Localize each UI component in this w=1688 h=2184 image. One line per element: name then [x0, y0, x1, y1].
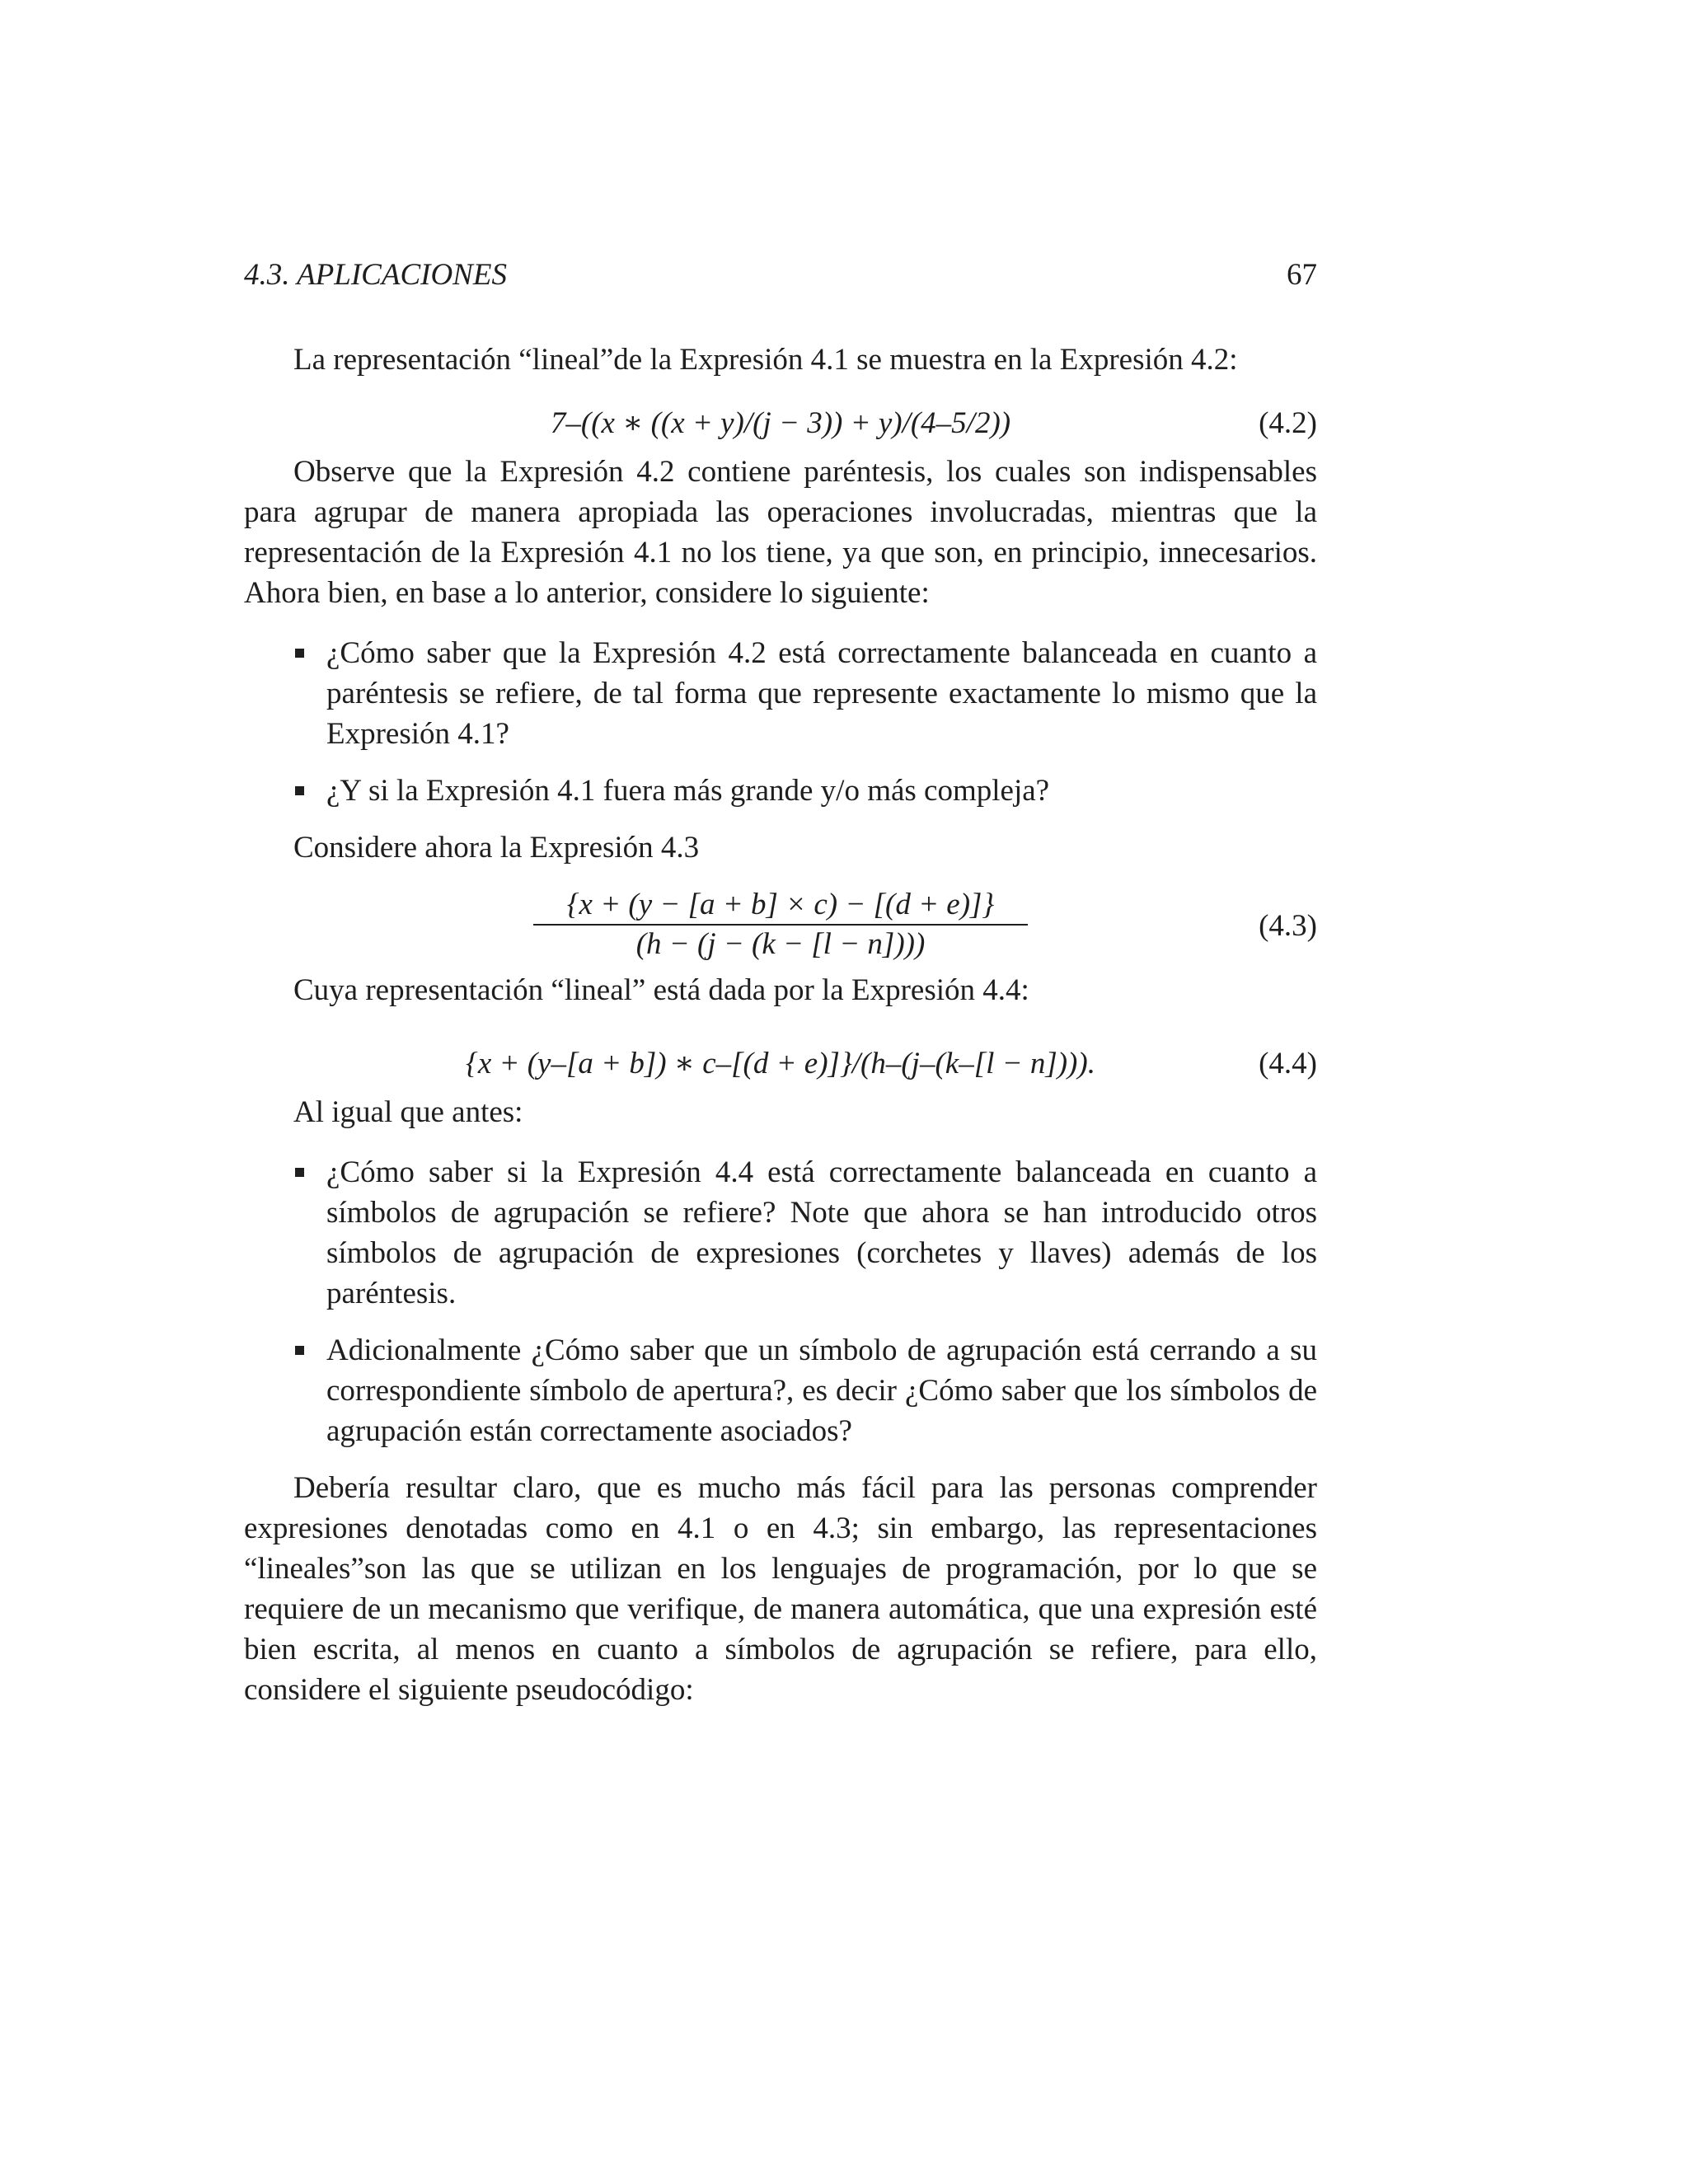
paragraph-intro: La representación “lineal”de la Expresión 4.1 se muestra en la Expresión 4.2:	[293, 343, 1238, 377]
paragraph-observe: Observe que la Expresión 4.2 contiene paréntesis, los cuales son indispensables para agrupar de manera apropiada las operaciones involucradas, mientras que la representación de la Expresión 4.1 no los tiene, ya que son, en principio, innecesarios. Ahora bien, en base a lo anterior, considere lo siguiente:	[244, 455, 1317, 610]
list-item	[244, 771, 1317, 811]
equation-number: (4.2)	[1259, 406, 1317, 440]
question-list-2	[244, 1152, 1317, 1451]
list-item-text: ¿Cómo saber si la Expresión 4.4 está correctamente balanceada en cuanto a símbolos de agrupación se refiere? Note que ahora se han introducido otros símbolos de agrupación de expresiones (corchetes y llaves) además de los paréntesis.	[326, 1155, 1317, 1310]
list-item	[244, 633, 1317, 754]
question-list-1	[244, 633, 1317, 811]
list-item-text: ¿Y si la Expresión 4.1 fuera más grande y/o más compleja?	[326, 774, 1050, 808]
fraction-denominator: (h − (j − (k − [l − n])))	[635, 927, 926, 961]
equation-number: (4.3)	[1259, 909, 1317, 943]
running-header	[244, 247, 1317, 303]
list-item	[244, 1330, 1317, 1451]
paragraph-consider: Considere ahora la Expresión 4.3	[293, 831, 700, 865]
bullet-square-icon	[295, 1346, 304, 1355]
equation-number: (4.4)	[1259, 1047, 1317, 1080]
bullet-square-icon	[295, 786, 304, 795]
section-title: 4.3. APLICACIONES	[244, 258, 507, 292]
bullet-square-icon	[295, 649, 304, 658]
equation-expression: {x + (y–[a + b]) ∗ c–[(d + e)]}/(h–(j–(k–[l − n]))).	[466, 1047, 1095, 1080]
equation-4-3	[244, 886, 1317, 963]
paragraph-as-before: Al igual que antes:	[293, 1095, 523, 1129]
equation-4-4	[244, 1043, 1317, 1084]
paragraph-conclusion: Debería resultar claro, que es mucho más fácil para las personas comprender expresiones denotadas como en 4.1 o en 4.3; sin embargo, las representaciones “lineales”son las que se utilizan en los lenguajes de programación, por lo que se requiere de un mecanismo que verifique, de manera automática, que una expresión esté bien escrita, al menos en cuanto a símbolos de agrupación se refiere, para ello, considere el siguiente pseudocódigo:	[244, 1471, 1317, 1707]
page-number: 67	[1287, 258, 1317, 292]
equation-4-2	[244, 403, 1317, 443]
book-page	[244, 247, 1317, 1710]
list-item	[244, 1152, 1317, 1314]
equation-expression: 7–((x ∗ ((x + y)/(j − 3)) + y)/(4–5/2))	[550, 406, 1011, 440]
list-item-text: Adicionalmente ¿Cómo saber que un símbolo de agrupación está cerrando a su correspondiente símbolo de apertura?, es decir ¿Cómo saber que los símbolos de agrupación están correctamente asociados?	[326, 1333, 1317, 1448]
fraction	[533, 886, 1028, 963]
bullet-square-icon	[295, 1168, 304, 1177]
paragraph-linear-rep: Cuya representación “lineal” está dada por la Expresión 4.4:	[293, 973, 1029, 1007]
fraction-numerator: {x + (y − [a + b] × c) − [(d + e)]}	[566, 888, 995, 921]
list-item-text: ¿Cómo saber que la Expresión 4.2 está correctamente balanceada en cuanto a paréntesis se refiere, de tal forma que represente exactamente lo mismo que la Expresión 4.1?	[326, 636, 1317, 751]
